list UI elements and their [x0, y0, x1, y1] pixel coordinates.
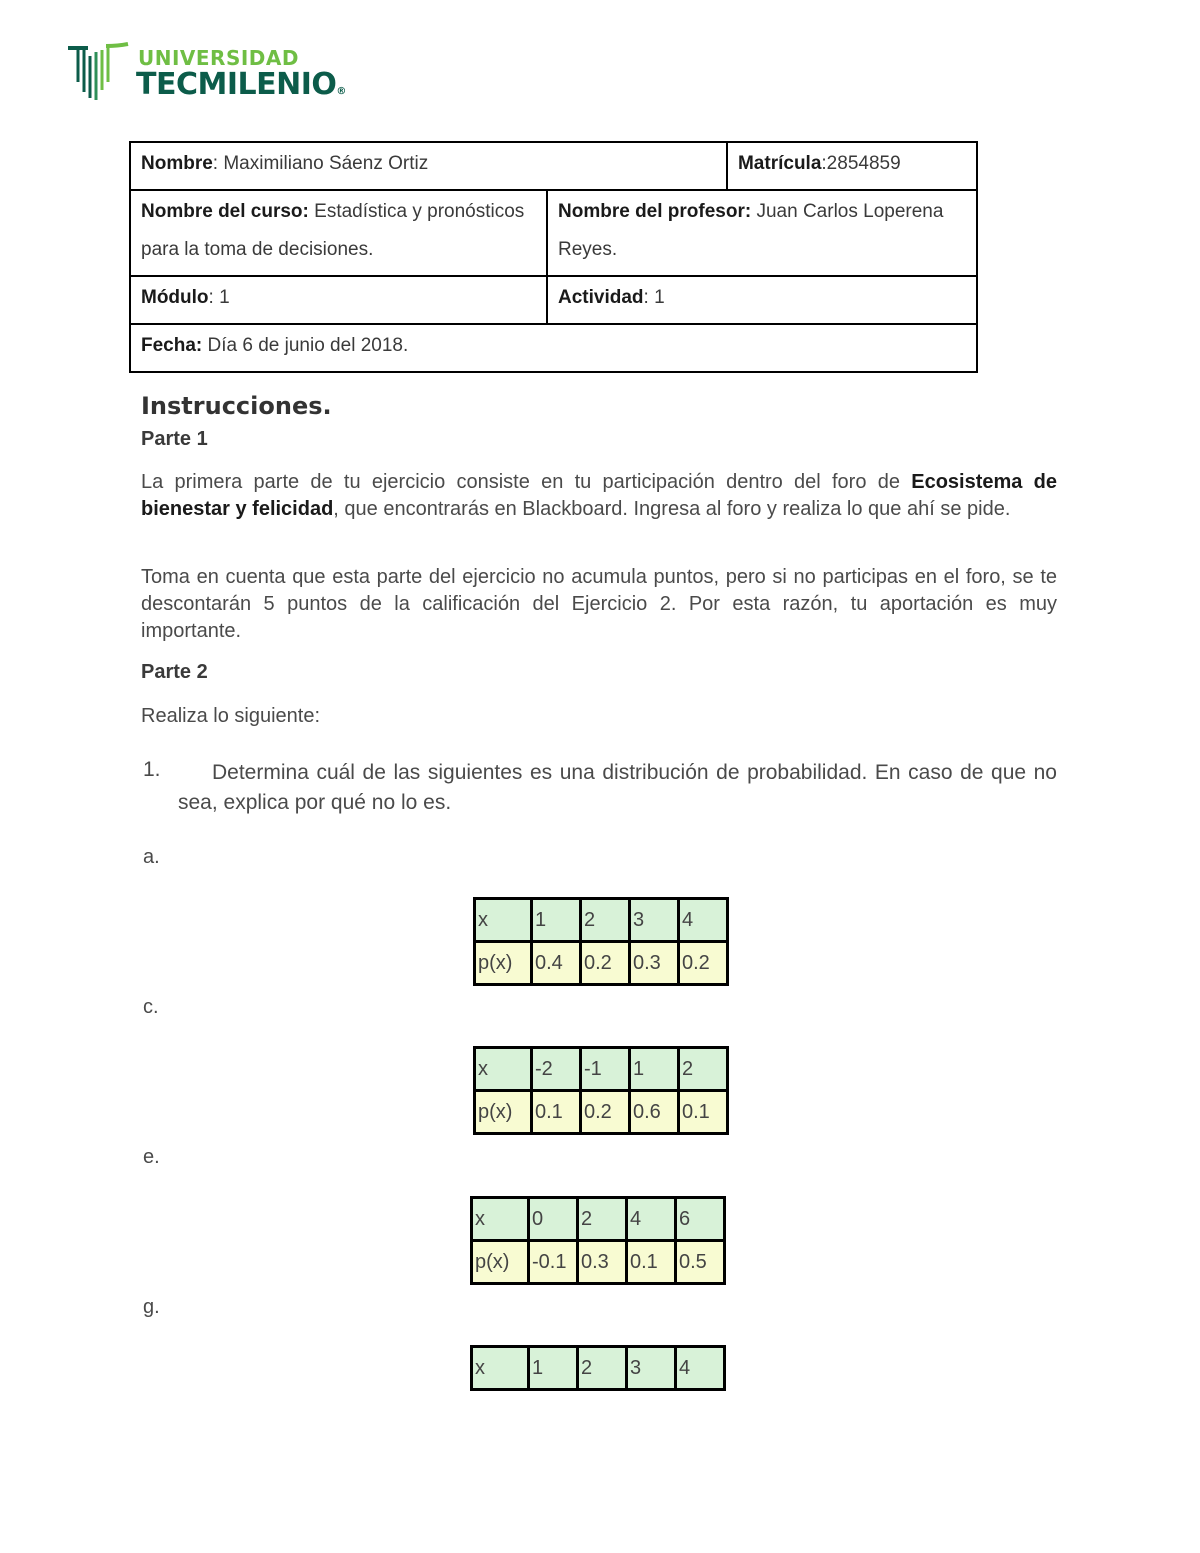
x-cell: 2	[581, 899, 630, 942]
p-cell: 0.1	[532, 1091, 581, 1134]
item-number: 1.	[143, 758, 161, 781]
p-header: p(x)	[475, 942, 532, 985]
modulo-cell	[130, 276, 547, 324]
x-row	[475, 1048, 728, 1091]
logo-line1: UNIVERSIDAD	[138, 46, 299, 70]
item-text: Determina cuál de las siguientes es una distribución de probabilidad. En caso de que no sea, explica por qué no lo es.	[178, 761, 1057, 814]
table-c-letter: c.	[143, 996, 159, 1018]
tecmilenio-logo-icon	[66, 42, 134, 102]
curso-label: Nombre del curso:	[141, 201, 309, 222]
x-header: x	[472, 1198, 529, 1241]
matricula-label: Matrícula	[737, 153, 822, 174]
x-cell: 6	[676, 1198, 725, 1241]
distribution-table-g	[470, 1345, 726, 1391]
p-cell: 0.1	[679, 1091, 728, 1134]
p-row	[475, 1091, 728, 1134]
table-g-letter: g.	[143, 1296, 160, 1318]
parte2-intro: Realiza lo siguiente:	[141, 705, 320, 727]
profesor-label: Nombre del profesor:	[558, 201, 752, 222]
actividad-cell	[547, 276, 977, 324]
modulo-value: : 1	[208, 287, 230, 308]
x-row	[475, 899, 728, 942]
curso-cell	[130, 190, 547, 276]
x-cell: 2	[578, 1198, 627, 1241]
x-cell: 2	[679, 1048, 728, 1091]
x-header: x	[475, 1048, 532, 1091]
student-info-table	[129, 141, 978, 373]
x-header: x	[472, 1347, 529, 1390]
x-cell: 1	[630, 1048, 679, 1091]
logo-line2	[136, 67, 346, 102]
matricula-value: :2854859	[821, 153, 901, 174]
x-cell: 2	[578, 1347, 627, 1390]
x-cell: 1	[532, 899, 581, 942]
x-cell: 0	[529, 1198, 578, 1241]
logo-registered-mark: ®	[336, 86, 346, 97]
logo-line2-text: TECMILENIO	[136, 67, 337, 102]
profesor-cell	[547, 190, 977, 276]
parte1-p1-start: La primera parte de tu ejercicio consiste en tu participación dentro del foro de	[141, 471, 912, 493]
table-a-letter: a.	[143, 846, 160, 868]
fecha-cell	[130, 324, 977, 372]
parte1-title: Parte 1	[141, 428, 208, 450]
x-cell: 4	[679, 899, 728, 942]
nombre-cell	[130, 142, 727, 190]
parte1-paragraph2: Toma en cuenta que esta parte del ejercicio no acumula puntos, pero si no participas en el foro, se te descontarán 5 puntos de la calificación del Ejercicio 2. Por esta razón, tu aportación es muy importante.	[141, 566, 1057, 642]
fecha-label: Fecha:	[141, 335, 203, 356]
distribution-table-a	[473, 897, 729, 986]
actividad-value: : 1	[643, 287, 665, 308]
x-cell: 1	[529, 1347, 578, 1390]
p-cell: 0.6	[630, 1091, 679, 1134]
profesor-value: Juan Carlos Loperena Reyes.	[558, 201, 944, 260]
instructions-heading: Instrucciones.	[141, 392, 332, 420]
distribution-table-e	[470, 1196, 726, 1285]
p-cell: 0.4	[532, 942, 581, 985]
parte2-title: Parte 2	[141, 661, 208, 683]
distribution-table-c	[473, 1046, 729, 1135]
x-cell: 4	[676, 1347, 725, 1390]
nombre-value: : Maximiliano Sáenz Ortiz	[212, 153, 429, 174]
p-header: p(x)	[472, 1241, 529, 1284]
x-cell: -1	[581, 1048, 630, 1091]
p-cell: 0.3	[578, 1241, 627, 1284]
parte1-p1-forum-name: Ecosistema de bienestar y felicidad	[141, 471, 1058, 520]
p-cell: -0.1	[529, 1241, 578, 1284]
university-logo	[66, 40, 366, 104]
x-header: x	[475, 899, 532, 942]
p-cell: 0.2	[581, 1091, 630, 1134]
p-header: p(x)	[475, 1091, 532, 1134]
x-cell: 4	[627, 1198, 676, 1241]
nombre-label: Nombre	[141, 153, 213, 174]
p-cell: 0.2	[679, 942, 728, 985]
p-cell: 0.5	[676, 1241, 725, 1284]
fecha-value: Día 6 de junio del 2018.	[202, 335, 409, 356]
x-row	[472, 1198, 725, 1241]
x-cell: -2	[532, 1048, 581, 1091]
matricula-cell	[727, 142, 977, 190]
p-row	[472, 1241, 725, 1284]
table-e-letter: e.	[143, 1146, 160, 1168]
modulo-label: Módulo	[141, 287, 209, 308]
actividad-label: Actividad	[558, 287, 644, 308]
p-cell: 0.2	[581, 942, 630, 985]
x-cell: 3	[630, 899, 679, 942]
x-row	[472, 1347, 725, 1390]
x-cell: 3	[627, 1347, 676, 1390]
p-row	[475, 942, 728, 985]
curso-value: Estadística y pronósticos para la toma de decisiones.	[141, 201, 525, 260]
p-cell: 0.1	[627, 1241, 676, 1284]
parte1-paragraph1	[141, 469, 1057, 523]
p-cell: 0.3	[630, 942, 679, 985]
parte1-p1-end: , que encontrarás en Blackboard. Ingresa al foro y realiza lo que ahí se pide.	[333, 498, 1011, 520]
